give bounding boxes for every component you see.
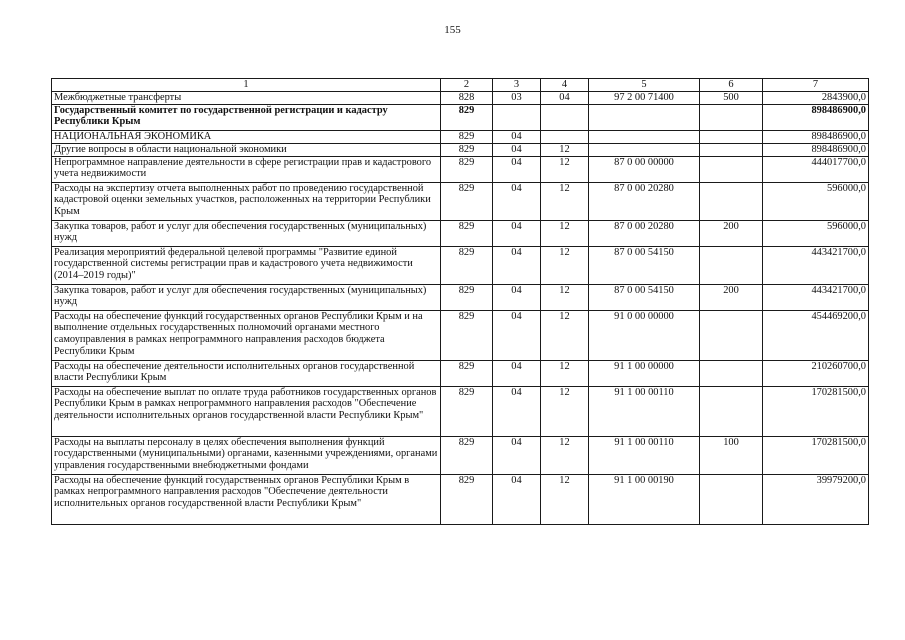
- table-row: [52, 360, 869, 386]
- expense-type-cell: [700, 246, 763, 284]
- amount-cell: 596000,0: [763, 182, 869, 220]
- ministry-code-cell: 829: [441, 220, 493, 246]
- row-name-cell: Расходы на обеспечение выплат по оплате труда работников государственных органов Республики Крым в рамках непрограммного направления расходов "Обеспечение деятельности исполнительных органов государственной власти Республики Крым": [52, 386, 441, 436]
- subsection-code-cell: [541, 104, 589, 130]
- amount-cell: 898486900,0: [763, 104, 869, 130]
- subsection-code-cell: 12: [541, 143, 589, 156]
- section-code-cell: 04: [493, 360, 541, 386]
- table-row: [52, 246, 869, 284]
- table-row: [52, 143, 869, 156]
- section-code-cell: 04: [493, 220, 541, 246]
- row-name-cell: Другие вопросы в области национальной экономики: [52, 143, 441, 156]
- ministry-code-cell: 829: [441, 436, 493, 474]
- target-article-cell: 97 2 00 71400: [589, 91, 700, 104]
- column-header: 6: [700, 79, 763, 92]
- expense-type-cell: 200: [700, 284, 763, 310]
- section-code-cell: 04: [493, 436, 541, 474]
- table-row: [52, 220, 869, 246]
- amount-cell: 2843900,0: [763, 91, 869, 104]
- subsection-code-cell: 12: [541, 156, 589, 182]
- table-row: [52, 474, 869, 524]
- section-code-cell: 04: [493, 246, 541, 284]
- ministry-code-cell: 829: [441, 284, 493, 310]
- expense-type-cell: [700, 386, 763, 436]
- row-name-cell: Межбюджетные трансферты: [52, 91, 441, 104]
- subsection-code-cell: 12: [541, 386, 589, 436]
- row-name-cell: Расходы на экспертизу отчета выполненных работ по проведению государственной кадастровой оценки земельных участков, расположенных на территории Республики Крым: [52, 182, 441, 220]
- table-row: [52, 91, 869, 104]
- ministry-code-cell: 829: [441, 156, 493, 182]
- subsection-code-cell: [541, 130, 589, 143]
- row-name-cell: НАЦИОНАЛЬНАЯ ЭКОНОМИКА: [52, 130, 441, 143]
- subsection-code-cell: 12: [541, 182, 589, 220]
- row-name-cell: Государственный комитет по государственной регистрации и кадастру Республики Крым: [52, 104, 441, 130]
- expense-type-cell: 500: [700, 91, 763, 104]
- subsection-code-cell: 12: [541, 436, 589, 474]
- subsection-code-cell: 04: [541, 91, 589, 104]
- subsection-code-cell: 12: [541, 220, 589, 246]
- table-row: [52, 436, 869, 474]
- column-header: 3: [493, 79, 541, 92]
- expense-type-cell: [700, 104, 763, 130]
- row-name-cell: Расходы на выплаты персоналу в целях обеспечения выполнения функций государственными (муниципальными) органами, казенными учреждениями, органами управления государственными внебюджетными фондами: [52, 436, 441, 474]
- row-name-cell: Расходы на обеспечение функций государственных органов Республики Крым в рамках непрограммного направления расходов "Обеспечение деятельности исполнительных органов государственной власти Республики Крым": [52, 474, 441, 524]
- target-article-cell: [589, 143, 700, 156]
- amount-cell: 39979200,0: [763, 474, 869, 524]
- budget-table: [51, 78, 869, 525]
- section-code-cell: [493, 104, 541, 130]
- amount-cell: 210260700,0: [763, 360, 869, 386]
- subsection-code-cell: 12: [541, 310, 589, 360]
- section-code-cell: 04: [493, 474, 541, 524]
- column-header: 5: [589, 79, 700, 92]
- target-article-cell: 87 0 00 54150: [589, 246, 700, 284]
- target-article-cell: 91 1 00 00110: [589, 436, 700, 474]
- amount-cell: 596000,0: [763, 220, 869, 246]
- table-row: [52, 156, 869, 182]
- ministry-code-cell: 829: [441, 130, 493, 143]
- table-row: [52, 386, 869, 436]
- target-article-cell: 87 0 00 20280: [589, 182, 700, 220]
- row-name-cell: Непрограммное направление деятельности в сфере регистрации прав и кадастрового учета недвижимости: [52, 156, 441, 182]
- target-article-cell: 87 0 00 00000: [589, 156, 700, 182]
- ministry-code-cell: 829: [441, 310, 493, 360]
- subsection-code-cell: 12: [541, 246, 589, 284]
- section-code-cell: 04: [493, 182, 541, 220]
- expense-type-cell: [700, 143, 763, 156]
- ministry-code-cell: 829: [441, 246, 493, 284]
- expense-type-cell: [700, 182, 763, 220]
- target-article-cell: 87 0 00 54150: [589, 284, 700, 310]
- target-article-cell: 91 1 00 00000: [589, 360, 700, 386]
- amount-cell: 454469200,0: [763, 310, 869, 360]
- expense-type-cell: 100: [700, 436, 763, 474]
- table-row: [52, 130, 869, 143]
- section-code-cell: 04: [493, 310, 541, 360]
- ministry-code-cell: 829: [441, 143, 493, 156]
- subsection-code-cell: 12: [541, 284, 589, 310]
- ministry-code-cell: 828: [441, 91, 493, 104]
- column-header: 1: [52, 79, 441, 92]
- page-number: 155: [444, 24, 461, 36]
- target-article-cell: 91 1 00 00190: [589, 474, 700, 524]
- section-code-cell: 04: [493, 386, 541, 436]
- target-article-cell: 91 1 00 00110: [589, 386, 700, 436]
- amount-cell: 170281500,0: [763, 386, 869, 436]
- row-name-cell: Расходы на обеспечение деятельности исполнительных органов государственной власти Республики Крым: [52, 360, 441, 386]
- row-name-cell: Расходы на обеспечение функций государственных органов Республики Крым и на выполнение отдельных государственных полномочий органами местного самоуправления в рамках непрограммного направления расходов бюджета Республики Крым: [52, 310, 441, 360]
- ministry-code-cell: 829: [441, 182, 493, 220]
- ministry-code-cell: 829: [441, 386, 493, 436]
- column-header: 4: [541, 79, 589, 92]
- row-name-cell: Закупка товаров, работ и услуг для обеспечения государственных (муниципальных) нужд: [52, 284, 441, 310]
- subsection-code-cell: 12: [541, 360, 589, 386]
- expense-type-cell: [700, 130, 763, 143]
- section-code-cell: 04: [493, 143, 541, 156]
- section-code-cell: 04: [493, 284, 541, 310]
- ministry-code-cell: 829: [441, 360, 493, 386]
- section-code-cell: 03: [493, 91, 541, 104]
- section-code-cell: 04: [493, 130, 541, 143]
- amount-cell: 444017700,0: [763, 156, 869, 182]
- ministry-code-cell: 829: [441, 474, 493, 524]
- amount-cell: 443421700,0: [763, 284, 869, 310]
- ministry-code-cell: 829: [441, 104, 493, 130]
- expense-type-cell: [700, 360, 763, 386]
- table-row: [52, 284, 869, 310]
- column-number-row: [52, 79, 869, 92]
- target-article-cell: [589, 130, 700, 143]
- amount-cell: 170281500,0: [763, 436, 869, 474]
- table-row: [52, 182, 869, 220]
- target-article-cell: 87 0 00 20280: [589, 220, 700, 246]
- amount-cell: 443421700,0: [763, 246, 869, 284]
- expense-type-cell: 200: [700, 220, 763, 246]
- amount-cell: 898486900,0: [763, 143, 869, 156]
- section-code-cell: 04: [493, 156, 541, 182]
- amount-cell: 898486900,0: [763, 130, 869, 143]
- column-header: 2: [441, 79, 493, 92]
- table-row: [52, 104, 869, 130]
- target-article-cell: [589, 104, 700, 130]
- subsection-code-cell: 12: [541, 474, 589, 524]
- expense-type-cell: [700, 474, 763, 524]
- expense-type-cell: [700, 310, 763, 360]
- target-article-cell: 91 0 00 00000: [589, 310, 700, 360]
- row-name-cell: Реализация мероприятий федеральной целевой программы "Развитие единой государственной системы регистрации прав и кадастрового учета недвижимости (2014–2019 годы)": [52, 246, 441, 284]
- table-row: [52, 310, 869, 360]
- table-body: [52, 91, 869, 524]
- expense-type-cell: [700, 156, 763, 182]
- row-name-cell: Закупка товаров, работ и услуг для обеспечения государственных (муниципальных) нужд: [52, 220, 441, 246]
- column-header: 7: [763, 79, 869, 92]
